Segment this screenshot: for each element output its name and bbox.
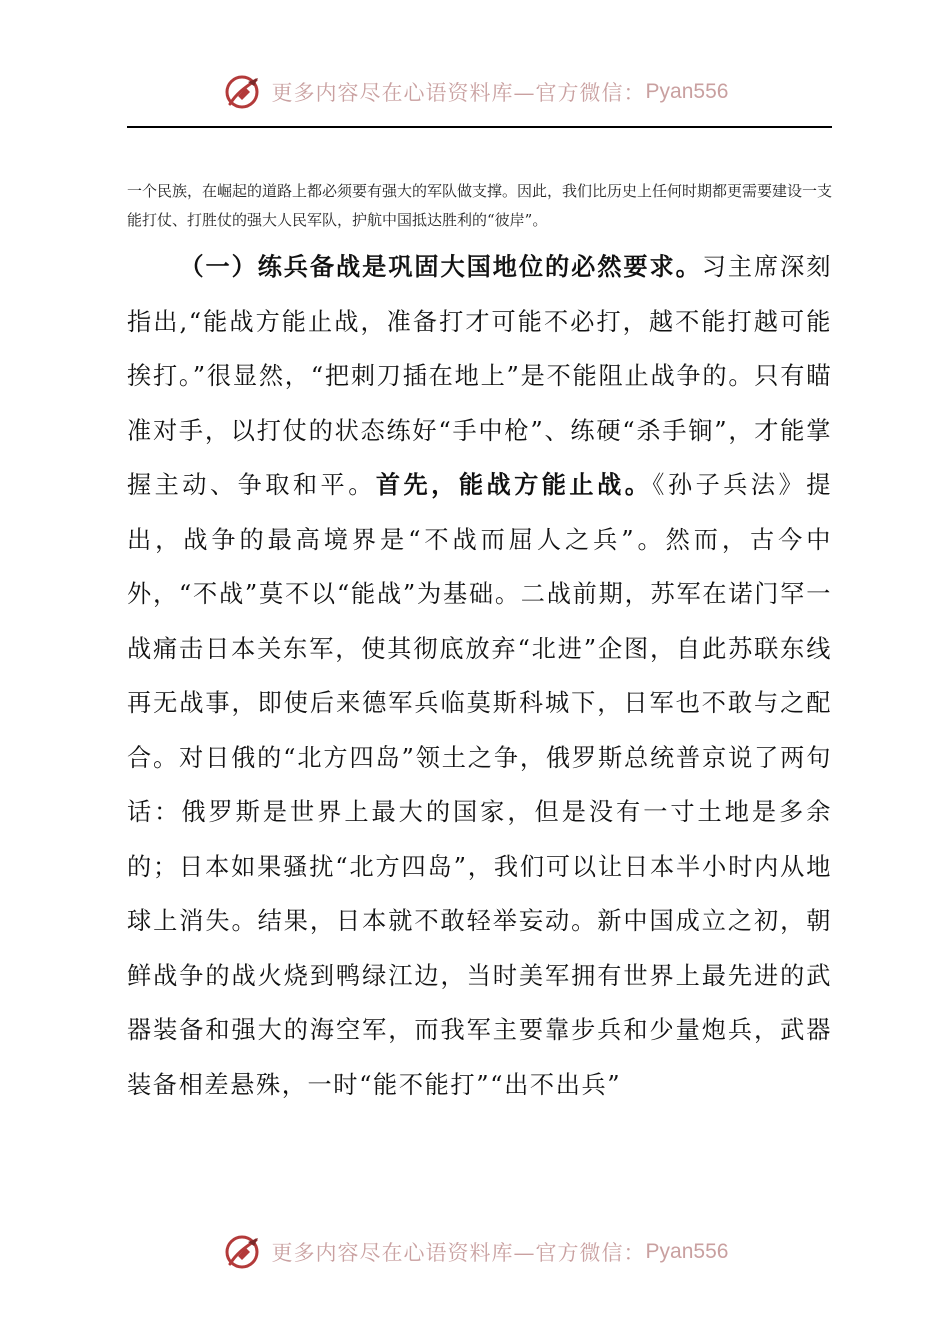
header-divider: [127, 126, 832, 128]
footer-banner-text: 更多内容尽在心语资料库—官方微信：: [271, 1241, 646, 1265]
intro-paragraph: 一个民族，在崛起的道路上都必须要有强大的军队做支撑。因此，我们比历史上任何时期都更需要建设一支能打仗、打胜仗的强大人民军队，护航中国抵达胜利的“彼岸”。: [127, 182, 833, 229]
section-heading: （一）练兵备战是巩固大国地位的必然要求。: [179, 252, 702, 281]
footer-banner: [0, 1232, 950, 1272]
banner-text: 更多内容尽在心语资料库—官方微信：: [271, 81, 646, 105]
body-paragraph: [127, 240, 832, 1112]
emphasis-text: 首先，能战方能止战。: [375, 470, 653, 499]
wechat-id: Pyan556: [645, 80, 729, 103]
body-text-1: 习主席深刻指出,“能战方能止战，准备打才可能不必打，越不能打越可能挨打。”很显然，“把刺刀插在地上”是不能阻止战争的。只有瞄准对手，以打仗的状态练好“手中枪”、练硬“杀手锏”，才能掌握主动、争取和平。: [127, 253, 832, 499]
logo-icon: [222, 74, 264, 110]
body-text-2: 《孙子兵法》提出，战争的最高境界是“不战而屈人之兵”。然而，古今中外，“不战”莫不以“能战”为基础。二战前期，苏军在诺门罕一战痛击日本关东军，使其彻底放弃“北进”企图，自此苏联东线再无战事，即使后来德军兵临莫斯科城下，日军也不敢与之配合。对日俄的“北方四岛”领土之争，俄罗斯总统普京说了两句话：俄罗斯是世界上最大的国家，但是没有一寸土地是多余的；日本如果骚扰“北方四岛”，我们可以让日本半小时内从地球上消失。结果，日本就不敢轻举妄动。新中国成立之初，朝鲜战争的战火烧到鸭绿江边，当时美军拥有世界上最先进的武器装备和强大的海空军，而我军主要靠步兵和少量炮兵，武器装备相差悬殊，一时“能不能打”“出不出兵”: [127, 471, 832, 1099]
footer-wechat-id: Pyan556: [645, 1240, 729, 1263]
logo-icon: [222, 1234, 264, 1270]
header-banner: [0, 72, 950, 112]
